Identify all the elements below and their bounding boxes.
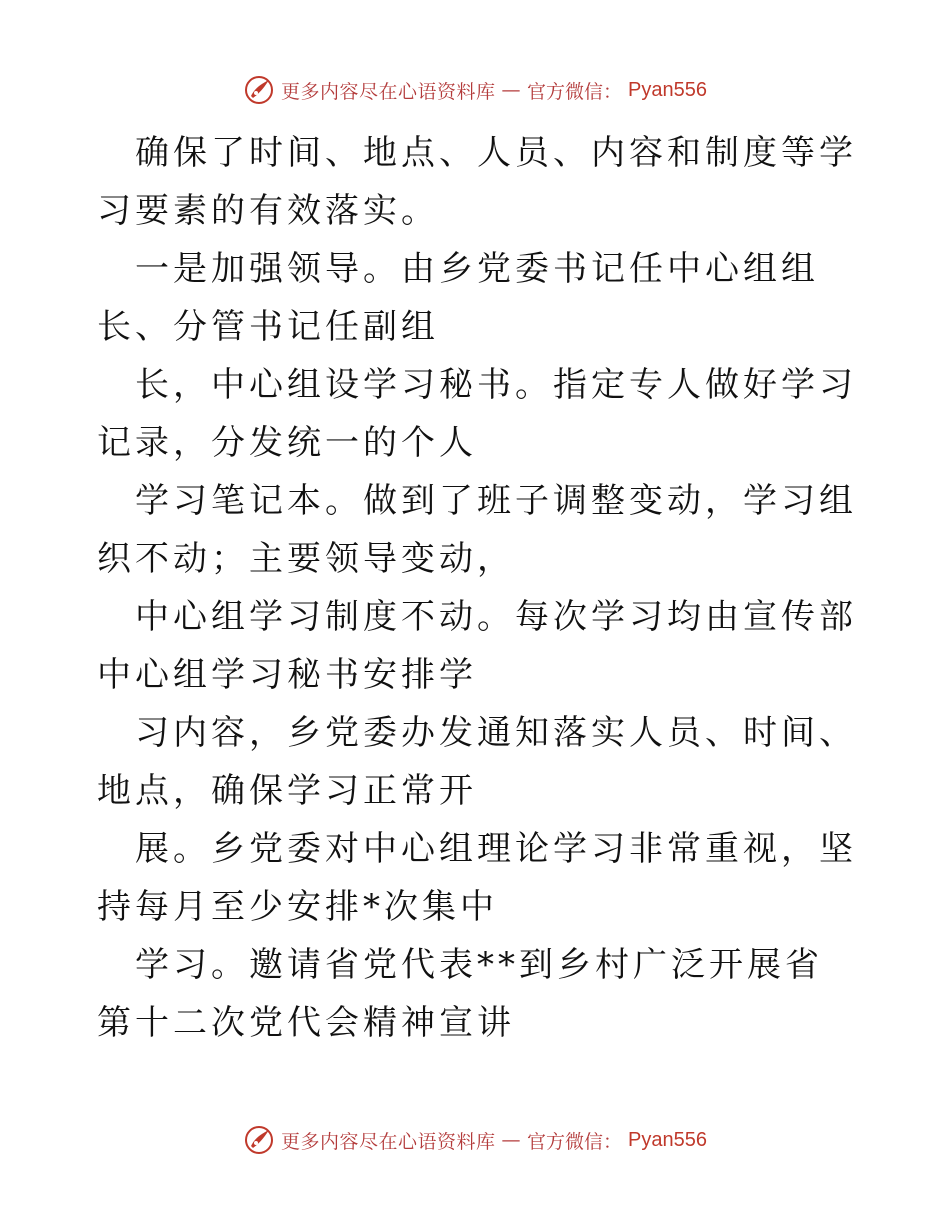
wechat-id: Pyan556 bbox=[628, 78, 707, 101]
paragraph: 展。乡党委对中心组理论学习非常重视，坚持每月至少安排*次集中 bbox=[97, 829, 857, 927]
paragraph: 一是加强领导。由乡党委书记任中心组组长、分管书记任副组 bbox=[97, 249, 819, 347]
paragraph: 长，中心组设学习秘书。指定专人做好学习记录，分发统一的个人 bbox=[97, 365, 857, 463]
footer-banner bbox=[0, 1120, 950, 1160]
paragraph: 学习。邀请省党代表**到乡村广泛开展省第十二次党代会精神宣讲 bbox=[97, 945, 823, 1043]
wechat-label: 官方微信： bbox=[527, 1130, 623, 1153]
paragraph: 学习笔记本。做到了班子调整变动，学习组织不动；主要领导变动， bbox=[97, 481, 857, 579]
wechat-label: 官方微信： bbox=[527, 80, 623, 103]
header-banner bbox=[0, 70, 950, 110]
document-body bbox=[97, 124, 857, 1052]
wechat-id: Pyan556 bbox=[628, 1128, 707, 1151]
paragraph: 中心组学习制度不动。每次学习均由宣传部中心组学习秘书安排学 bbox=[97, 597, 857, 695]
paragraph: 确保了时间、地点、人员、内容和制度等学习要素的有效落实。 bbox=[97, 133, 857, 231]
banner-dash: — bbox=[501, 1129, 522, 1151]
banner-dash: — bbox=[501, 79, 522, 101]
banner-text: 更多内容尽在心语资料库 bbox=[281, 1130, 496, 1153]
paragraph: 习内容，乡党委办发通知落实人员、时间、地点，确保学习正常开 bbox=[97, 713, 857, 811]
pen-nib-logo-icon bbox=[243, 74, 275, 106]
pen-nib-logo-icon bbox=[243, 1124, 275, 1156]
banner-text: 更多内容尽在心语资料库 bbox=[281, 80, 496, 103]
